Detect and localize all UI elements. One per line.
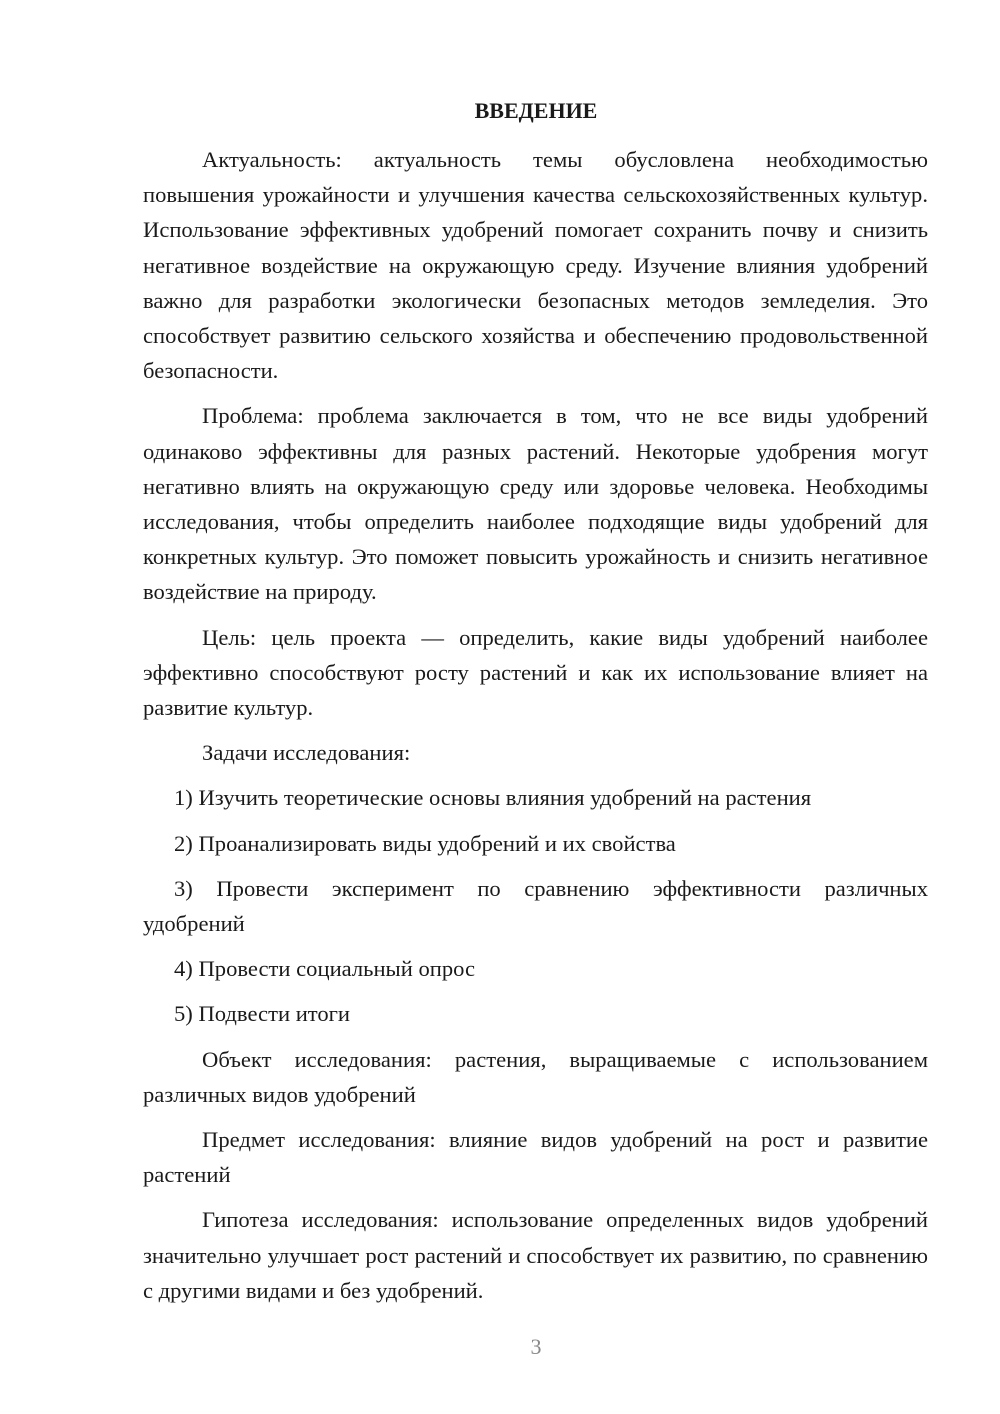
- subject-paragraph: Предмет исследования: влияние видов удобрений на рост и развитие растений: [143, 1127, 928, 1188]
- page-title: ВВЕДЕНИЕ: [474, 98, 598, 123]
- object-paragraph: Объект исследования: растения, выращиваемые с использованием различных видов удобрений: [143, 1046, 928, 1107]
- task-item: 3) Провести эксперимент по сравнению эффективности различных удобрений: [143, 875, 928, 937]
- relevance-paragraph: Актуальность: актуальность темы обусловлена необходимостью повышения урожайности и улучшения качества сельскохозяйственных культур. Использование эффективных удобрений помогает сохранить почву и снизить негативное воздействие на окружающую среду. Изучение влияния удобрений важно для разработки экологически безопасных методов земледелия. Это способствует развитию сельского хозяйства и обеспечению продовольственной безопасности.: [143, 147, 928, 384]
- goal-paragraph: Цель: цель проекта — определить, какие виды удобрений наиболее эффективно способствуют росту растений и как их использование влияет на развитие культур.: [143, 624, 928, 721]
- task-item: 4) Провести социальный опрос: [174, 956, 476, 982]
- task-item: 2) Проанализировать виды удобрений и их свойства: [174, 830, 676, 856]
- problem-paragraph: Проблема: проблема заключается в том, что не все виды удобрений одинаково эффективны для разных растений. Некоторые удобрения могут негативно влиять на окружающую среду или здоровье человека. Необходимы исследования, чтобы определить наиболее подходящие виды удобрений для конкретных культур. Это поможет повысить урожайность и снизить негативное воздействие на природу.: [143, 403, 928, 605]
- document-body: [143, 142, 928, 1318]
- page-number: 3: [530, 1334, 542, 1359]
- tasks-heading: Задачи исследования:: [202, 740, 411, 766]
- hypothesis-paragraph: Гипотеза исследования: использование определенных видов удобрений значительно улучшает рост растений и способствует их развитию, по сравнению с другими видами и без удобрений.: [143, 1207, 928, 1303]
- task-item: 1) Изучить теоретические основы влияния удобрений на растения: [174, 785, 812, 811]
- task-item: 5) Подвести итоги: [174, 1001, 351, 1027]
